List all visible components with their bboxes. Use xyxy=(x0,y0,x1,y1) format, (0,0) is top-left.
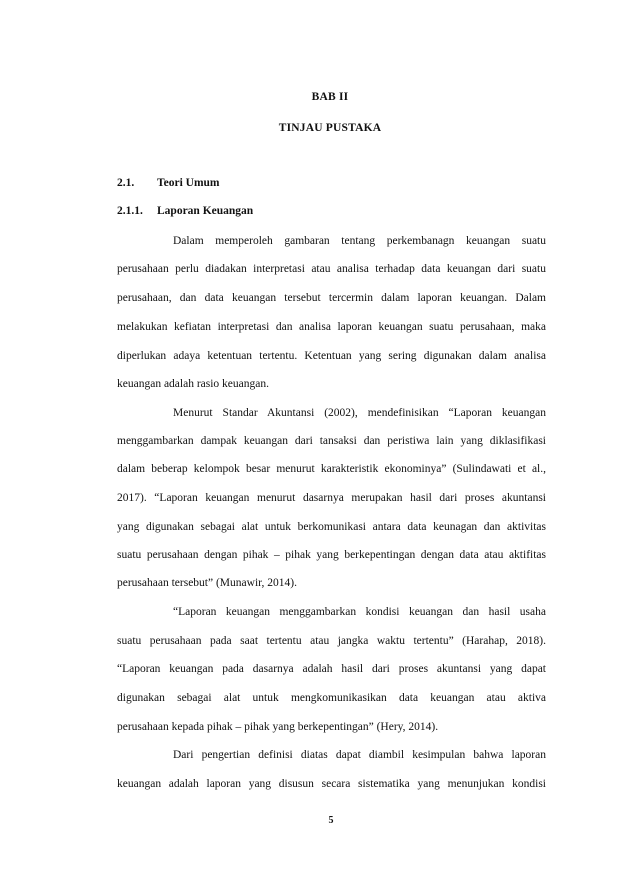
paragraph-line: keuangan adalah laporan yang disusun secara sistematika yang menunjukan kondisi xyxy=(117,778,546,790)
page-number: 5 xyxy=(328,815,334,826)
paragraph-line: suatu perusahaan pada saat tertentu atau jangka waktu tertentu” (Harahap, 2018). xyxy=(117,635,546,647)
paragraph-line: menggambarkan dampak keuangan dari tansaksi dan peristiwa lain yang diklasifikasi xyxy=(117,435,546,447)
paragraph-line: keuangan adalah rasio keuangan. xyxy=(117,378,269,390)
paragraph-line: perusahaan perlu diadakan interpretasi atau analisa terhadap data keuangan dari suatu xyxy=(117,263,546,275)
paragraph-line: digunakan sebagai alat untuk mengkomunikasikan data keuangan atau aktiva xyxy=(117,692,546,704)
paragraph-line: suatu perusahaan dengan pihak – pihak yang berkepentingan dengan data atau aktifitas xyxy=(117,549,546,561)
paragraph-line: perusahaan tersebut” (Munawir, 2014). xyxy=(117,577,297,589)
paragraph-line: yang digunakan sebagai alat untuk berkomunikasi antara data keunagan dan aktivitas xyxy=(117,521,546,533)
subsection-title: Laporan Keuangan xyxy=(157,205,254,217)
chapter-title: TINJAU PUSTAKA xyxy=(278,122,382,134)
paragraph-line: Menurut Standar Akuntansi (2002), mendefinisikan “Laporan keuangan xyxy=(173,407,546,419)
paragraph-line: dalam beberap kelompok besar menurut karakteristik ekonominya” (Sulindawati et al., xyxy=(117,463,546,475)
paragraph-line: Dari pengertian definisi diatas dapat diambil kesimpulan bahwa laporan xyxy=(173,749,546,761)
section-title: Teori Umum xyxy=(157,177,220,189)
chapter-number: BAB II xyxy=(311,91,349,103)
paragraph-line: perusahaan, dan data keuangan tersebut tercermin dalam laporan keuangan. Dalam xyxy=(117,292,546,304)
subsection-number: 2.1.1. xyxy=(117,205,143,217)
paragraph-line: perusahaan kepada pihak – pihak yang berkepentingan” (Hery, 2014). xyxy=(117,721,439,733)
paragraph-line: diperlukan adaya ketentuan tertentu. Ketentuan yang sering digunakan dalam analisa xyxy=(117,350,546,362)
paragraph-line: Dalam memperoleh gambaran tentang perkembanagn keuangan suatu xyxy=(173,235,546,247)
paragraph-line: “Laporan keuangan pada dasarnya adalah hasil dari proses akuntansi yang dapat xyxy=(117,663,546,675)
paragraph-line: 2017). “Laporan keuangan menurut dasarnya merupakan hasil dari proses akuntansi xyxy=(117,492,546,504)
section-number: 2.1. xyxy=(117,177,135,189)
paragraph-line: “Laporan keuangan menggambarkan kondisi keuangan dan hasil usaha xyxy=(173,606,546,618)
paragraph-line: melakukan kefiatan interpretasi dan analisa laporan keuangan suatu perusahaan, maka xyxy=(117,321,546,333)
